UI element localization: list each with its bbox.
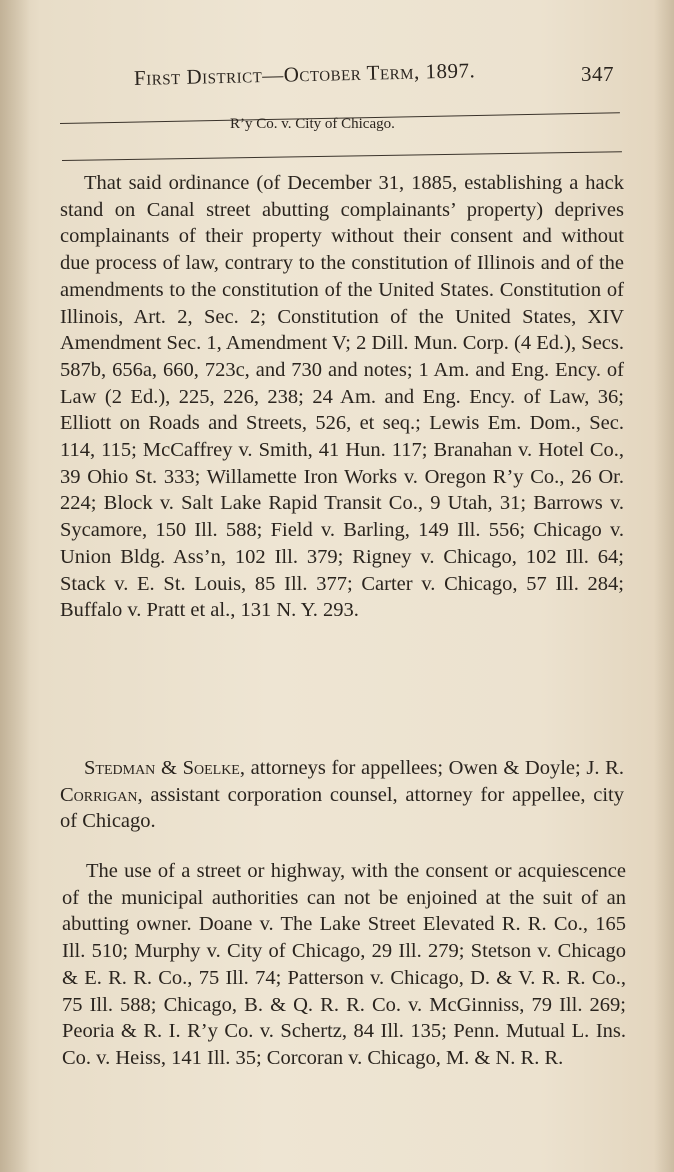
paragraph-appellee-argument: The use of a street or highway, with the consent or acquiescence of the municipal authorities can not be enjoined at the suit of an abutting owner. Doane v. The Lake Street Elevated R. R. Co., 165 Ill. 510; Murphy v. City of Chicago, 29 Ill. 279; Stetson v. Chicago & E. R. R. Co., 75 Ill. 74; Patterson v. Chicago, D. & V. R. R. Co., 75 Ill. 588; Chicago, B. & Q. R. R. Co. v. McGinniss, 79 Ill. 269; Peoria & R. I. R’y Co. v. Schertz, 84 Ill. 135; Penn. Mutual L. Ins. Co. v. Heiss, 141 Ill. 35; Corcoran v. Chicago, M. & N. R. R. bbox=[62, 860, 626, 1069]
counsel-name-1: Stedman & Soelke bbox=[84, 757, 240, 779]
page-edge-shadow bbox=[654, 0, 674, 1172]
paragraph-counsel bbox=[60, 755, 624, 835]
counsel-name-2: J. R. Corrigan bbox=[60, 757, 624, 806]
page-header bbox=[133, 58, 618, 96]
page-number: 347 bbox=[581, 62, 614, 86]
paragraph-argument: That said ordinance (of December 31, 1885, establishing a hack stand on Canal street abutting complainants’ property) deprives complainants of their property without their consent and without due process of law, contrary to the constitution of Illinois and of the amendments to the constitution of the United States. Constitution of Illinois, Art. 2, Sec. 2; Constitution of the United States, XIV Amendment Sec. 1, Amendment V; 2 Dill. Mun. Corp. (4 Ed.), Secs. 587b, 656a, 660, 723c, and 730 and notes; 1 Am. and Eng. Ency. of Law (2 Ed.), 225, 226, 238; 24 Am. and Eng. Ency. of Law, 36; Elliott on Roads and Streets, 526, et seq.; Lewis Em. Dom., Sec. 114, 115; McCaffrey v. Smith, 41 Hun. 117; Branahan v. Hotel Co., 39 Ohio St. 333; Willamette Iron Works v. Oregon R’y Co., 26 Or. 224; Block v. Salt Lake Rapid Transit Co., 9 Utah, 31; Barrows v. Sycamore, 150 Ill. 588; Field v. Barling, 149 Ill. 556; Chicago v. Union Bldg. Ass’n, 102 Ill. 379; Rigney v. Chicago, 102 Ill. 64; Stack v. E. St. Louis, 85 Ill. 377; Carter v. Chicago, 57 Ill. 284; Buffalo v. Pratt et al., 131 N. Y. 293. bbox=[60, 172, 624, 622]
counsel-text-2: , assistant corporation counsel, attorney for appellee, city of Chicago. bbox=[60, 783, 624, 833]
header-rule-bottom bbox=[62, 151, 622, 161]
header-title: First District—October Term, 1897. bbox=[133, 58, 476, 90]
running-head: R’y Co. v. City of Chicago. bbox=[230, 116, 395, 132]
counsel-text-1: , attorneys for appellees; Owen & Doyle; bbox=[239, 757, 587, 779]
page-gutter-shadow bbox=[0, 0, 30, 1172]
